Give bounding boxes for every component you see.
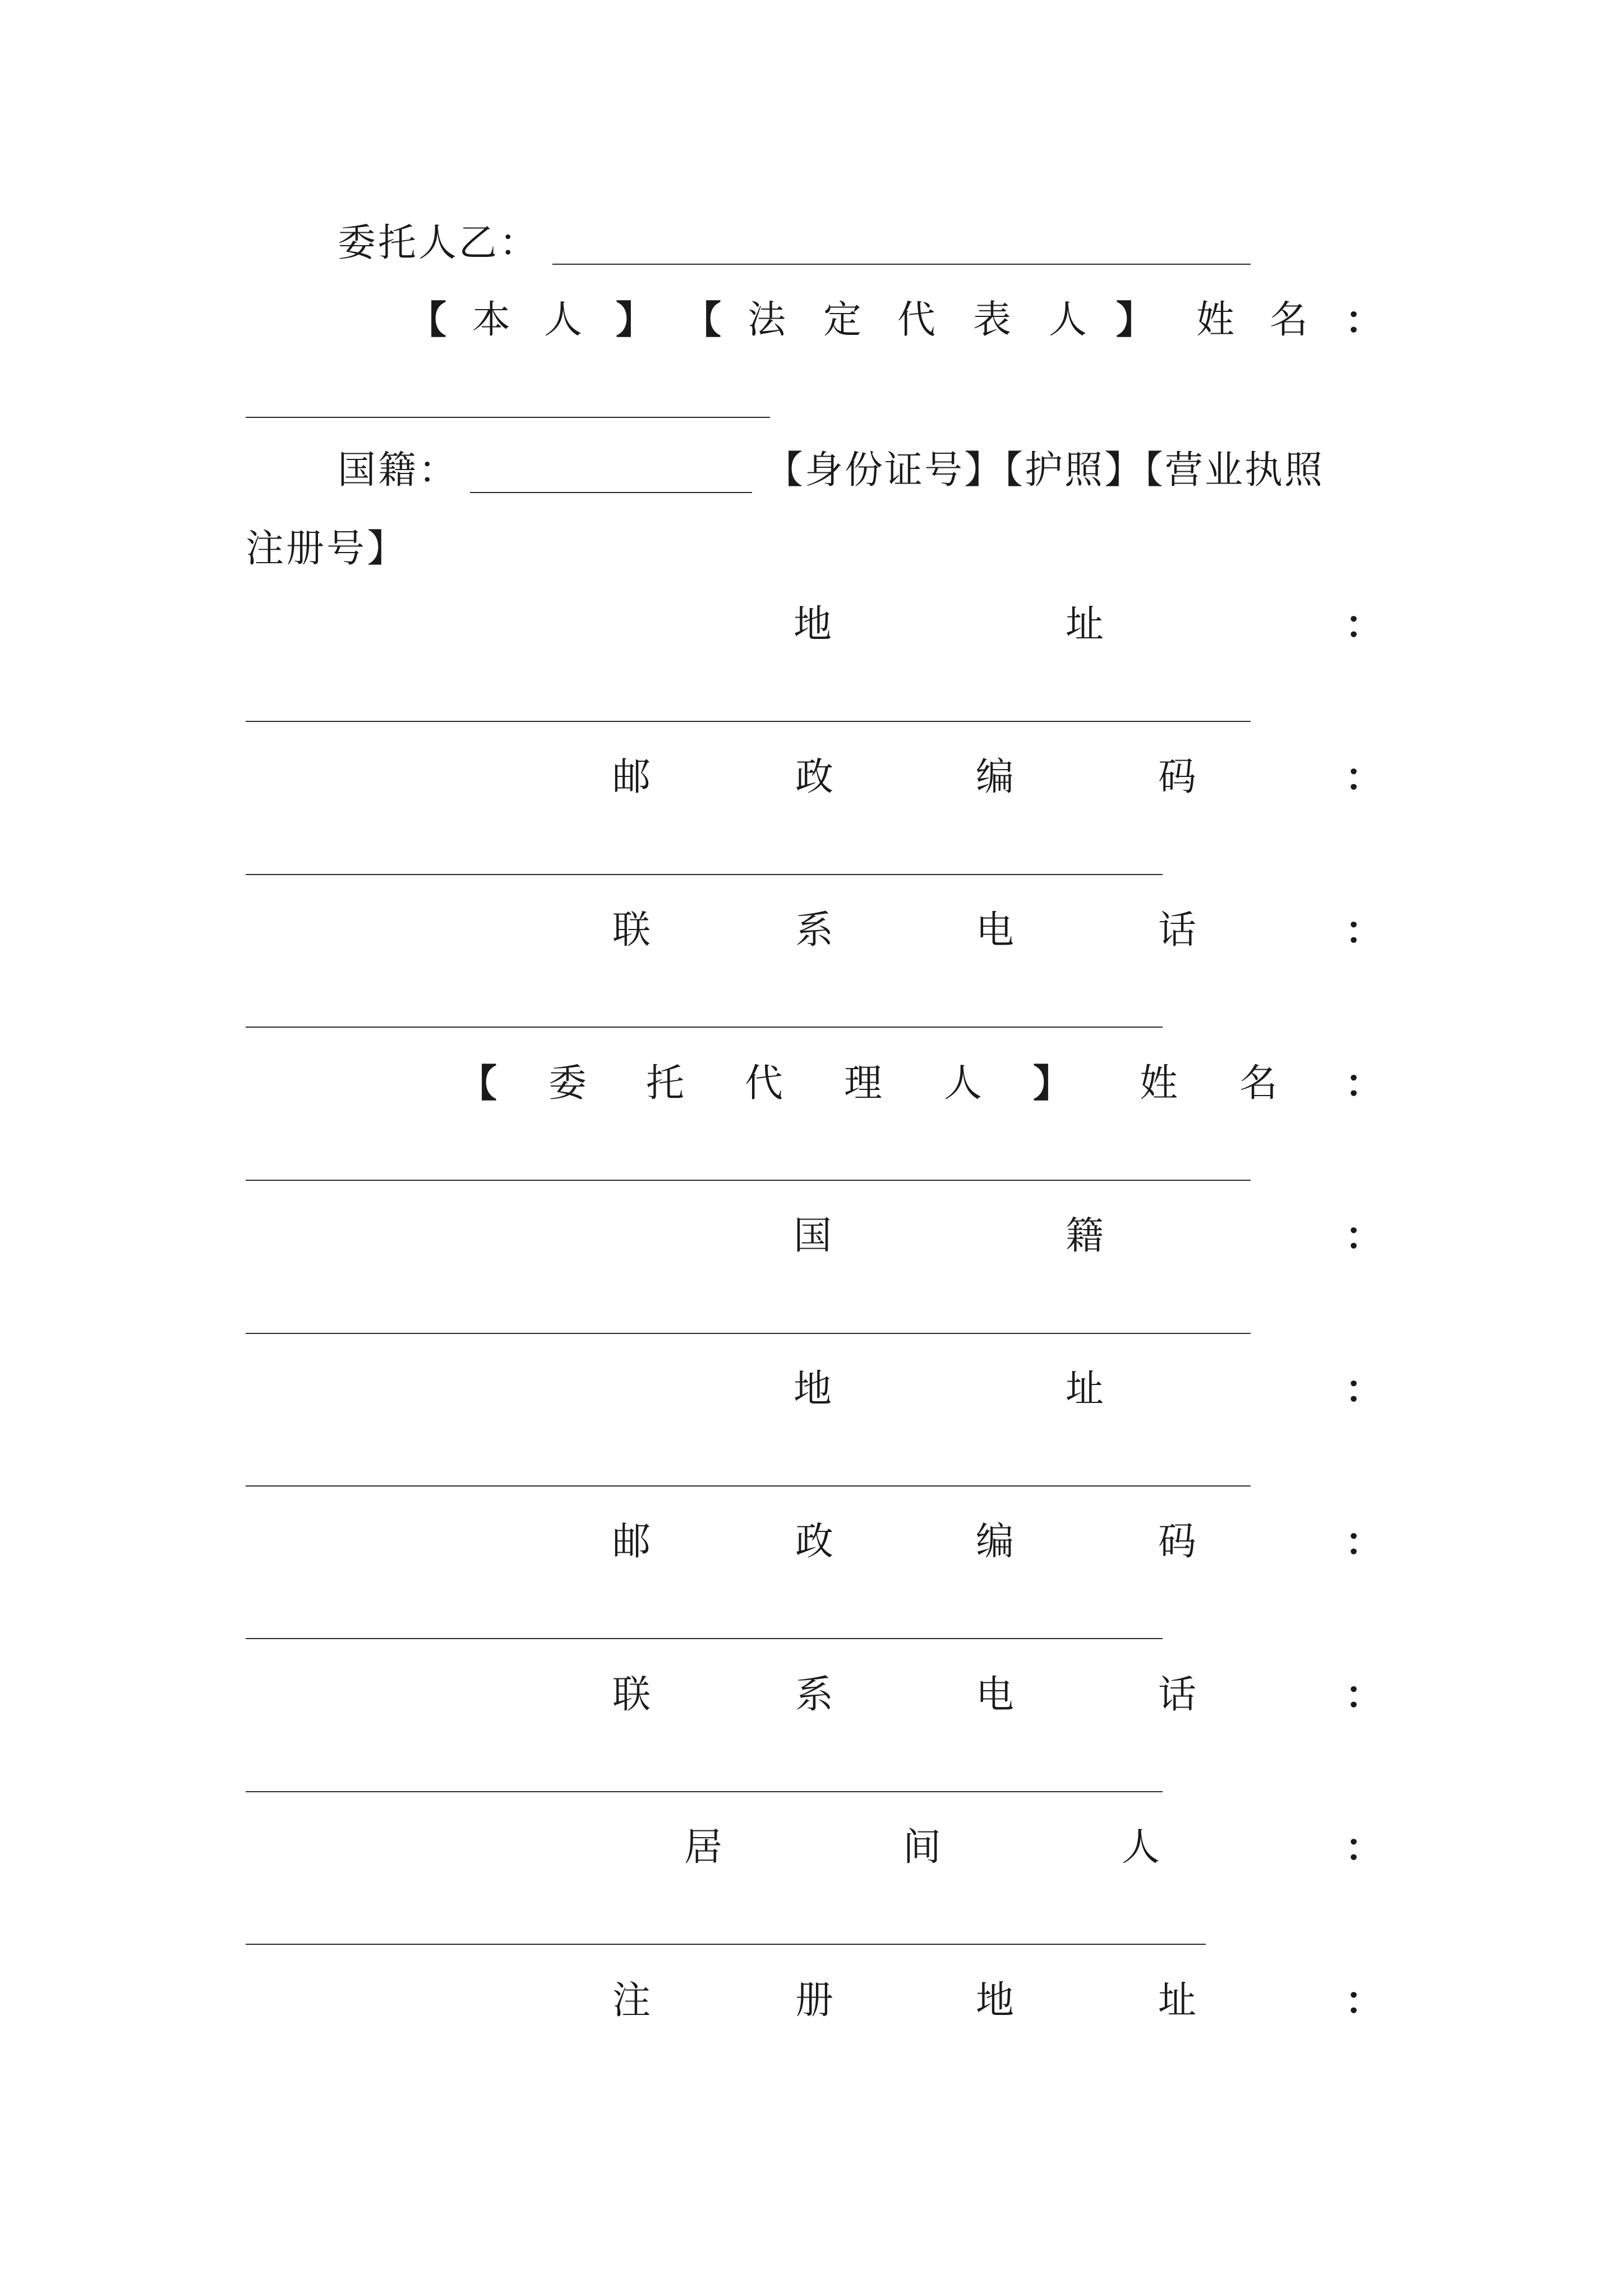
agent-name-char: 姓	[1140, 1061, 1178, 1106]
reg-address-char: 注	[612, 1978, 651, 2023]
reg-address-char: 册	[795, 1978, 834, 2023]
agent-postcode-char: 码	[1158, 1520, 1197, 1564]
bracket-close: 】	[1116, 298, 1155, 343]
agent-name-char: 名	[1239, 1061, 1278, 1106]
phone-char: 电	[976, 908, 1015, 953]
agent-name-char: 托	[646, 1061, 685, 1106]
reg-address-char: 地	[976, 1978, 1015, 2023]
bracket-close: 】	[616, 298, 654, 343]
colon: ：	[1345, 1978, 1384, 2023]
postcode-char: 邮	[612, 755, 651, 799]
broker-blank	[246, 1944, 1206, 1945]
agent-phone-char: 联	[612, 1673, 651, 1717]
address-blank	[246, 721, 1251, 722]
colon: ：	[1345, 1673, 1384, 1718]
agent-phone-char: 系	[795, 1673, 834, 1717]
agent-postcode-char: 编	[976, 1520, 1015, 1564]
agent-nationality-char: 国	[794, 1214, 832, 1258]
agent-phone-char: 电	[976, 1673, 1015, 1717]
colon: ：	[1345, 755, 1384, 800]
agent-phone-char: 话	[1158, 1673, 1197, 1717]
bracket-open: 【	[408, 298, 447, 343]
agent-postcode-char: 政	[795, 1520, 834, 1564]
bracket-open: 【	[459, 1061, 497, 1106]
nationality-blank	[470, 492, 752, 493]
id-types-line1: 【身份证号】【护照】【营业执照	[765, 448, 1325, 493]
agent-name-blank	[246, 1180, 1251, 1181]
agent-address-blank	[246, 1485, 1251, 1487]
principal-b-blank	[552, 264, 1251, 265]
agent-nationality-char: 籍	[1066, 1214, 1104, 1258]
bracket-open: 【	[683, 298, 722, 343]
colon: ：	[1345, 1367, 1384, 1412]
name-char: 名	[1270, 298, 1308, 342]
name-char: 代	[897, 298, 936, 342]
phone-char: 系	[795, 908, 834, 953]
phone-char: 话	[1158, 908, 1197, 953]
postcode-blank	[246, 874, 1163, 875]
agent-name-char: 代	[745, 1061, 783, 1106]
nationality-label: 国籍：	[338, 448, 459, 493]
postcode-char: 编	[976, 755, 1015, 799]
postcode-char: 政	[795, 755, 834, 799]
colon: ：	[1345, 1825, 1384, 1870]
phone-char: 联	[612, 908, 651, 953]
name-char: 法	[748, 298, 786, 342]
agent-address-char: 址	[1066, 1367, 1104, 1411]
colon: ：	[1345, 602, 1384, 647]
agent-name-char: 委	[548, 1061, 587, 1106]
reg-address-char: 址	[1158, 1978, 1197, 2023]
colon: ：	[1345, 298, 1384, 343]
broker-char: 人	[1122, 1825, 1160, 1870]
agent-name-char: 人	[944, 1061, 983, 1106]
colon: ：	[1345, 908, 1384, 953]
name-char: 姓	[1196, 298, 1235, 342]
phone-blank	[246, 1027, 1163, 1028]
agent-postcode-char: 邮	[612, 1520, 651, 1564]
colon: ：	[1345, 1520, 1384, 1565]
address-char: 址	[1066, 602, 1104, 647]
name-char: 人	[544, 298, 583, 342]
name-char: 表	[973, 298, 1012, 342]
agent-name-char: 理	[844, 1061, 883, 1106]
agent-postcode-blank	[246, 1638, 1163, 1639]
name-char: 定	[823, 298, 862, 342]
broker-char: 居	[684, 1825, 723, 1870]
name-char: 本	[472, 298, 511, 342]
colon: ：	[1345, 1061, 1384, 1106]
agent-phone-blank	[246, 1791, 1163, 1792]
name-char: 人	[1049, 298, 1087, 342]
principal-b-label: 委托人乙：	[338, 221, 540, 265]
agent-nationality-blank	[246, 1333, 1251, 1334]
address-char: 地	[794, 602, 832, 647]
person-name-blank	[246, 417, 770, 418]
id-types-line2: 注册号】	[246, 527, 408, 571]
bracket-close: 】	[1033, 1061, 1072, 1106]
postcode-char: 码	[1158, 755, 1197, 799]
colon: ：	[1345, 1214, 1384, 1259]
agent-address-char: 地	[794, 1367, 832, 1411]
broker-char: 间	[903, 1825, 942, 1870]
